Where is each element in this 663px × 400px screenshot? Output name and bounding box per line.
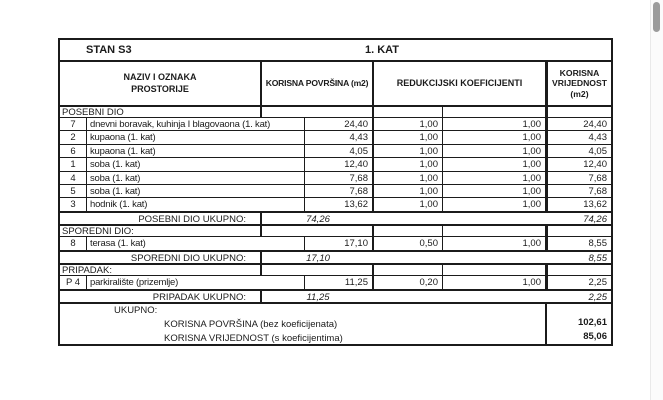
subtotal-area-value: 11,25 [306,291,330,303]
subtotal-row [60,211,611,225]
area-value: 4,43 [304,131,372,143]
room-number: 2 [70,132,76,144]
usable-value: 7,68 [545,172,611,184]
room-row [60,197,611,210]
coefficient-2: 1,00 [442,237,545,249]
column-header-value: KORISNA VRIJEDNOST (m2) [545,62,611,105]
area-value: 12,40 [304,158,372,170]
coefficient-1: 1,00 [372,158,442,170]
summary-values [545,304,611,344]
subtotal-area-value: 17,10 [306,252,330,264]
room-number: P 4 [65,277,81,289]
section-header-row [60,263,611,275]
room-number: 4 [70,172,76,184]
room-name: hodnik (1. kat) [86,198,304,210]
column-header-coefficients: REDUKCIJSKI KOEFICIJENTI [372,62,545,105]
usable-value: 12,40 [545,158,611,170]
room-name: kupaona (1. kat) [86,131,304,143]
empty-cell [545,107,611,117]
subtotal-usable-value: 8,55 [588,252,607,264]
coefficient-2: 1,00 [442,198,545,210]
usable-value: 7,68 [545,185,611,197]
subtotal-usable-value: 2,25 [588,291,607,303]
room-row [60,117,611,130]
coefficient-1: 1,00 [372,185,442,197]
room-row [60,144,611,157]
room-name: soba (1. kat) [86,185,304,197]
coefficient-2: 1,00 [442,158,545,170]
usable-value: 4,05 [545,145,611,157]
section-label: SPOREDNI DIO: [62,226,134,237]
coefficient-1: 0,50 [372,237,442,249]
coefficient-2: 1,00 [442,145,545,157]
subtotal-label: POSEBNI DIO UKUPNO: [138,213,246,225]
room-row [60,184,611,197]
scrollbar-thumb[interactable] [653,2,660,32]
subtotal-area-value: 74,26 [306,213,330,225]
summary-value-value: 85,06 [583,331,607,343]
room-number: 8 [70,238,76,250]
summary-value-label: KORISNA VRIJEDNOST (s koeficijentima) [164,333,343,345]
empty-cell [372,226,442,236]
room-row [60,236,611,249]
column-header-area: KORISNA POVRŠINA (m2) [260,62,372,105]
area-value: 7,68 [304,172,372,184]
usable-value: 13,62 [545,198,611,210]
coefficient-1: 1,00 [372,172,442,184]
table-header-row [60,60,611,105]
usable-value: 4,43 [545,131,611,143]
coefficient-1: 0,20 [372,276,442,288]
empty-cell [442,107,545,117]
coefficient-2: 1,00 [442,131,545,143]
area-calculation-table [58,38,613,346]
empty-cell [260,107,372,117]
room-number: 7 [70,119,76,130]
area-value: 17,10 [304,237,372,249]
room-row [60,171,611,184]
area-value: 13,62 [304,198,372,210]
room-number: 1 [70,159,76,171]
table-title-row [60,40,611,60]
subtotal-usable-value: 74,26 [583,213,607,225]
subtotal-row [60,289,611,303]
room-row [60,275,611,288]
area-value: 7,68 [304,185,372,197]
area-value: 24,40 [304,118,372,130]
empty-cell [260,265,372,275]
empty-cell [545,265,611,275]
floor-title: 1. KAT [365,44,400,56]
room-name: dnevni boravak, kuhinja I blagovaona (1. kat) [86,118,304,130]
coefficient-2: 1,00 [442,118,545,130]
summary-area-value: 102,61 [577,317,607,329]
coefficient-1: 1,00 [372,118,442,130]
empty-cell [442,226,545,236]
table-body [60,105,611,302]
summary-area-label: KORISNA POVRŠINA (bez koeficijenata) [164,319,338,331]
apartment-title: STAN S3 [86,44,132,56]
coefficient-1: 1,00 [372,131,442,143]
coefficient-2: 1,00 [442,276,545,288]
usable-value: 8,55 [545,237,611,249]
empty-cell [372,265,442,275]
room-number: 6 [70,145,76,157]
subtotal-row [60,250,611,264]
room-name: soba (1. kat) [86,158,304,170]
room-number: 5 [70,185,76,197]
column-header-name: NAZIV I OZNAKA PROSTORIJE [123,72,197,94]
empty-cell [260,226,372,236]
room-name: soba (1. kat) [86,172,304,184]
room-name: kupaona (1. kat) [86,145,304,157]
coefficient-2: 1,00 [442,185,545,197]
room-name: parkiralište (prizemlje) [86,276,304,288]
room-row [60,157,611,170]
coefficient-1: 1,00 [372,198,442,210]
area-value: 4,05 [304,145,372,157]
section-header-row [60,105,611,117]
subtotal-values [260,213,611,225]
section-label: POSEBNI DIO [62,107,124,117]
summary-labels [60,304,545,344]
subtotal-label: PRIPADAK UKUPNO: [152,291,246,303]
room-name: terasa (1. kat) [86,237,304,249]
coefficient-2: 1,00 [442,172,545,184]
empty-cell [372,107,442,117]
subtotal-values [260,252,611,264]
section-header-row [60,224,611,236]
section-label: PRIPADAK: [62,265,112,276]
coefficient-1: 1,00 [372,145,442,157]
area-value: 11,25 [304,276,372,288]
scrollbar-track[interactable] [650,0,663,400]
summary-block [60,302,611,344]
subtotal-values [260,291,611,303]
summary-total-label: UKUPNO: [114,305,158,317]
usable-value: 2,25 [545,276,611,288]
usable-value: 24,40 [545,118,611,130]
empty-cell [545,226,611,236]
empty-cell [442,265,545,275]
room-row [60,130,611,143]
room-number: 3 [70,199,76,211]
subtotal-label: SPOREDNI DIO UKUPNO: [130,252,246,264]
